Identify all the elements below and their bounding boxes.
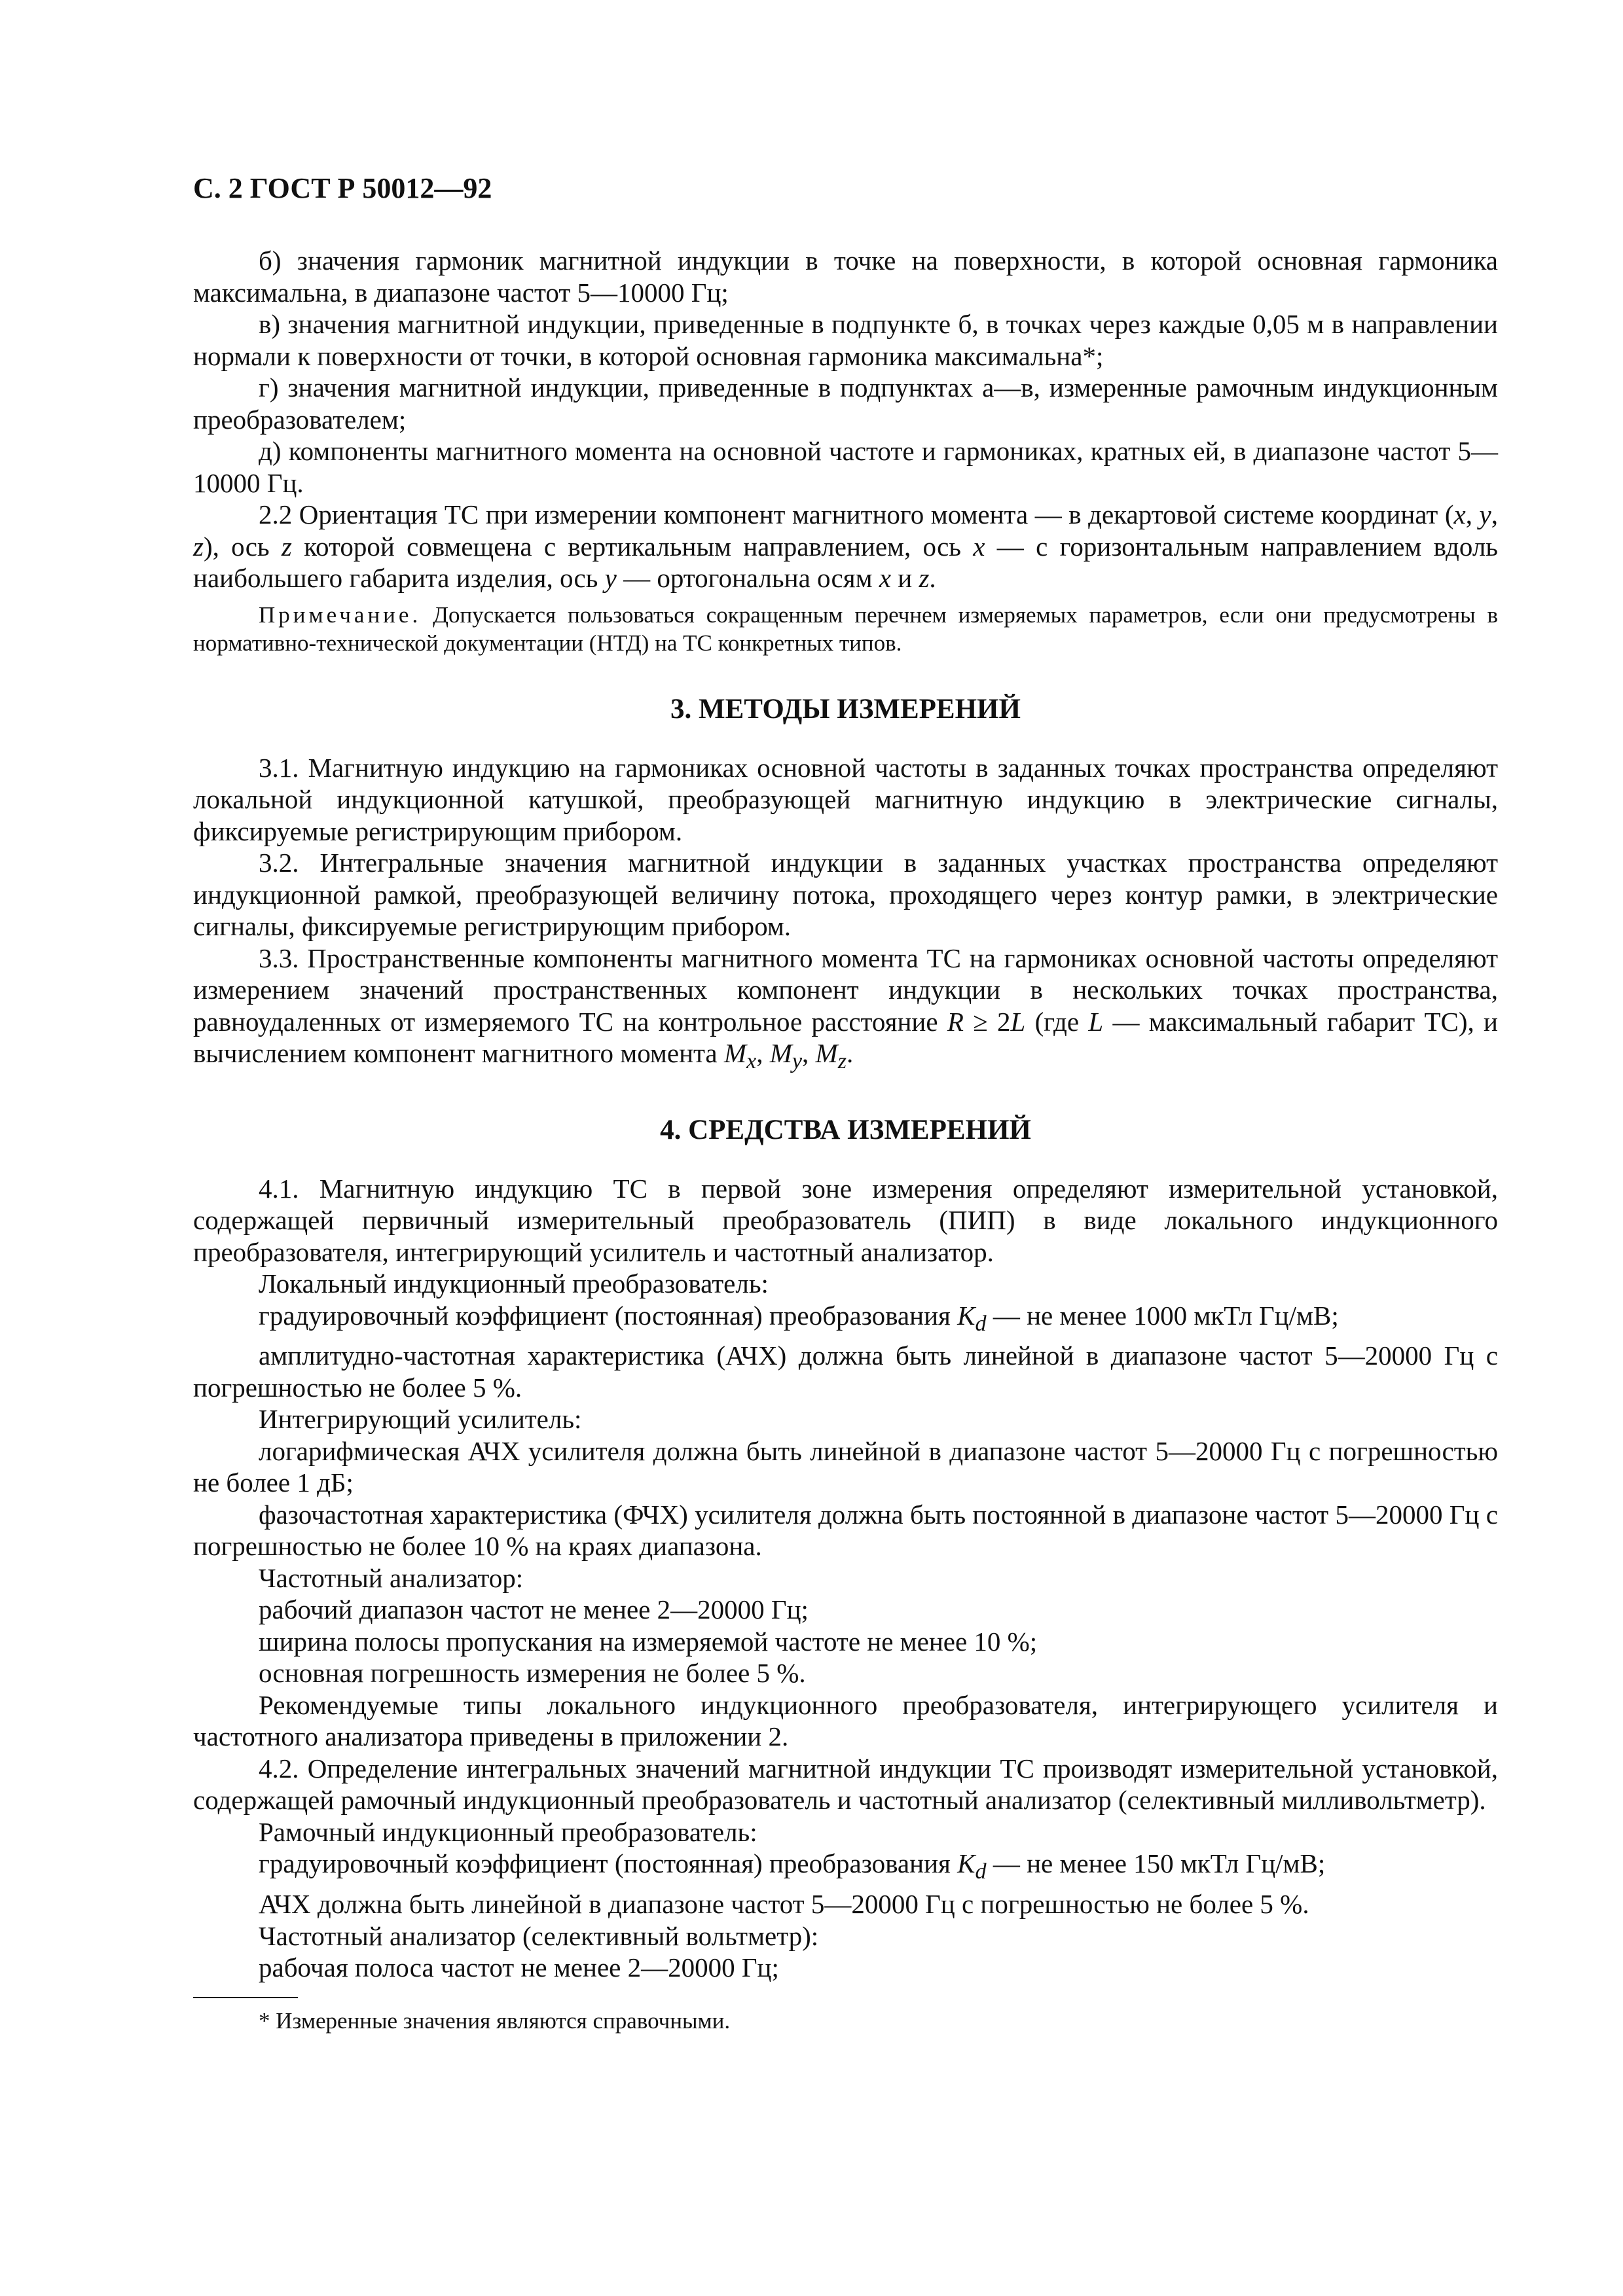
paragraph-3-2: 3.2. Интегральные значения магнитной индукции в заданных участках пространства определяют индукционной рамкой, преобразующей величину потока, проходящего через контур рамки, в электрические сигналы, фиксируемые регистрирующим прибором. xyxy=(193,848,1498,941)
section-3-heading: 3. МЕТОДЫ ИЗМЕРЕНИЙ xyxy=(670,693,1021,725)
page-content xyxy=(193,171,1498,2035)
list-item-d: д) компоненты магнитного момента на основной частоте и гармониках, кратных ей, в диапазоне частот 5—10000 Гц. xyxy=(193,436,1498,498)
paragraph-3-1: 3.1. Магнитную индукцию на гармониках основной частоты в заданных точках пространства определяют локальной индукционной катушкой, преобразующей магнитную индукцию в электрические сигналы, фиксируемые регистрирующим прибором. xyxy=(193,752,1498,846)
frequency-response-1: амплитудно-частотная характеристика (АЧХ) должна быть линейной в диапазоне частот 5—20000 Гц с погрешностью не более 5 %. xyxy=(193,1340,1498,1403)
integrating-amplifier-label: Интегрирующий усилитель: xyxy=(259,1404,582,1435)
paragraph-4-1: 4.1. Магнитную индукцию ТС в первой зоне измерения определяют измерительной установкой, содержащей первичный измерительный преобразователь (ПИП) в виде локального индукционного преобразователя, интегрирующий усилитель и частотный анализатор. xyxy=(193,1173,1498,1267)
recommended-types: Рекомендуемые типы локального индукционного преобразователя, интегрирующего усилителя и частотного анализатора приведены в приложении 2. xyxy=(193,1689,1498,1752)
log-frequency-response: логарифмическая АЧХ усилителя должна быть линейной в диапазоне частот 5—20000 Гц с погрешностью не более 1 дБ; xyxy=(193,1435,1498,1498)
frame-converter-label: Рамочный индукционный преобразователь: xyxy=(259,1816,757,1847)
section-4-heading: 4. СРЕДСТВА ИЗМЕРЕНИЙ xyxy=(660,1114,1031,1145)
operating-band: рабочая полоса частот не менее 2—20000 Гц; xyxy=(259,1952,779,1983)
list-item-b: б) значения гармоник магнитной индукции в точке на поверхности, в которой основная гармоника максимальна, в диапазоне частот 5—10000 Гц; xyxy=(193,245,1498,308)
measurement-error: основная погрешность измерения не более 5 %. xyxy=(259,1658,806,1689)
calibration-coefficient-1: градуировочный коэффициент (постоянная) преобразования $K_d$ — не менее 1000 мкТл Гц/мВ; xyxy=(259,1300,1339,1336)
operating-range: рабочий диапазон частот не менее 2—20000 Гц; xyxy=(259,1594,809,1625)
list-item-g: г) значения магнитной индукции, приведенные в подпунктах а—в, измеренные рамочным индукционным преобразователем; xyxy=(193,372,1498,435)
frequency-analyzer-2-label: Частотный анализатор (селективный вольтметр): xyxy=(259,1920,819,1951)
list-item-v: в) значения магнитной индукции, приведенные в подпункте б, в точках через каждые 0,05 м в направлении нормали к поверхности от точки, в которой основная гармоника максимальна*; xyxy=(193,309,1498,371)
footnote: * Измеренные значения являются справочными. xyxy=(259,2007,731,2034)
local-converter-label: Локальный индукционный преобразователь: xyxy=(259,1268,769,1299)
note-label: Примечание. xyxy=(259,601,422,628)
frequency-analyzer-label: Частотный анализатор: xyxy=(259,1562,524,1593)
note-text: Допускается пользоваться сокращенным перечнем измеряемых параметров, если они предусмотрены в нормативно-технической документации (НТД) на ТС конкретных типов. xyxy=(193,601,1498,656)
paragraph-4-2: 4.2. Определение интегральных значений магнитной индукции ТС производят измерительной установкой, содержащей рамочный индукционный преобразователь и частотный анализатор (селективный милливольтметр). xyxy=(193,1753,1498,1816)
calibration-coefficient-2: градуировочный коэффициент (постоянная) преобразования $K_d$ — не менее 150 мкТл Гц/мВ; xyxy=(259,1848,1326,1884)
paragraph-3-3: 3.3. Пространственные компоненты магнитного момента ТС на гармониках основной частоты определяют измерением значений пространственных компонент индукции в нескольких точках пространства, равноудаленных от измеряемого ТС на контрольное расстояние R ≥ 2L (где L — максимальный габарит ТС), и вычислением компонент магнитного момента $M_x$, $M_y$, $M_z$. xyxy=(193,942,1498,1074)
frequency-response-2: АЧХ должна быть линейной в диапазоне частот 5—20000 Гц с погрешностью не более 5 %. xyxy=(259,1889,1309,1920)
phase-frequency-response: фазочастотная характеристика (ФЧХ) усилителя должна быть постоянной в диапазоне частот 5—20000 Гц с погрешностью не более 10 % на краях диапазона. xyxy=(193,1499,1498,1562)
paragraph-2-2: 2.2 Ориентация ТС при измерении компонент магнитного момента — в декартовой системе координат (x, y, z), ось z которой совмещена с вертикальным направлением, ось x — с горизонтальным направлением вдоль наибольшего габарита изделия, ось y — ортогональна осям x и z. xyxy=(193,499,1498,593)
passband-width: ширина полосы пропускания на измеряемой частоте не менее 10 %; xyxy=(259,1626,1038,1657)
footnote-divider xyxy=(193,1997,298,1998)
note xyxy=(193,601,1498,657)
page-header: С. 2 ГОСТ Р 50012—92 xyxy=(193,172,492,204)
